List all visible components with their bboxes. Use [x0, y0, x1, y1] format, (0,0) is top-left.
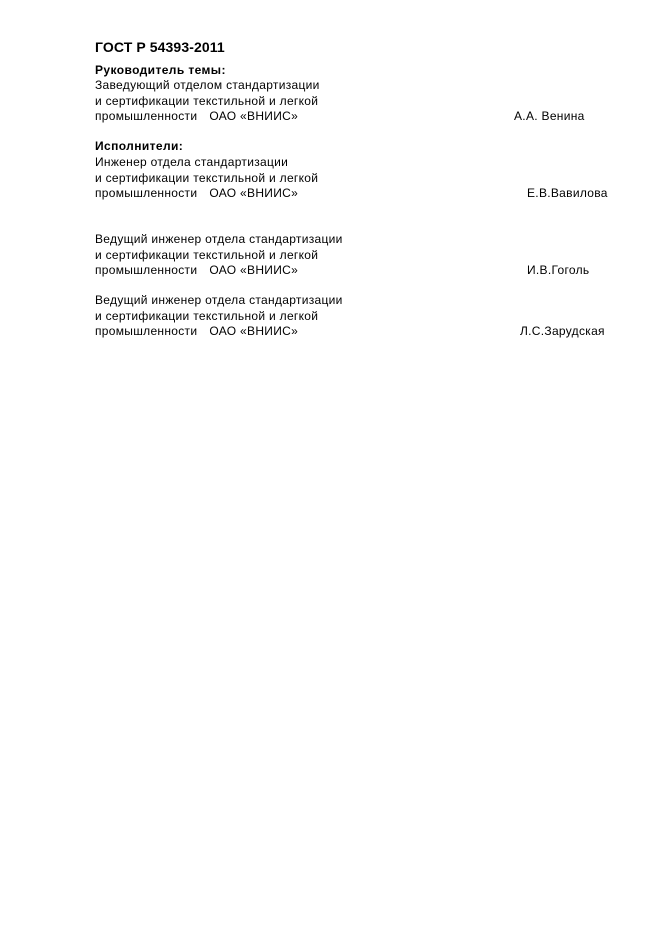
signature-name: А.А. Венина — [514, 109, 585, 123]
signature-name: Л.С.Зарудская — [520, 324, 605, 338]
position-line: Заведующий отделом стандартизации — [95, 78, 320, 92]
department-line: и сертификации текстильной и легкой — [95, 308, 319, 323]
department-line: и сертификации текстильной и легкой — [95, 93, 319, 108]
organization-text: ОАО «ВНИИС» — [209, 109, 299, 123]
department-line: и сертификации текстильной и легкой — [95, 170, 319, 185]
signature-name: И.В.Гоголь — [527, 263, 590, 277]
position-line: Ведущий инженер отдела стандартизации — [95, 232, 343, 246]
signature-name: Е.В.Вавилова — [527, 186, 608, 200]
organization-text: ОАО «ВНИИС» — [209, 186, 299, 200]
organization-text: ОАО «ВНИИС» — [209, 263, 299, 277]
executors-heading: Исполнители: — [95, 139, 184, 153]
industry-text: промышленности — [95, 186, 198, 200]
industry-text: промышленности — [95, 263, 198, 277]
industry-text: промышленности — [95, 109, 198, 123]
lead-heading: Руководитель темы: — [95, 63, 226, 77]
industry-text: промышленности — [95, 324, 198, 338]
position-line: Ведущий инженер отдела стандартизации — [95, 293, 343, 307]
position-line: Инженер отдела стандартизации — [95, 155, 289, 169]
organization-text: ОАО «ВНИИС» — [209, 324, 299, 338]
department-line: и сертификации текстильной и легкой — [95, 247, 319, 262]
document-title: ГОСТ Р 54393-2011 — [95, 39, 225, 55]
